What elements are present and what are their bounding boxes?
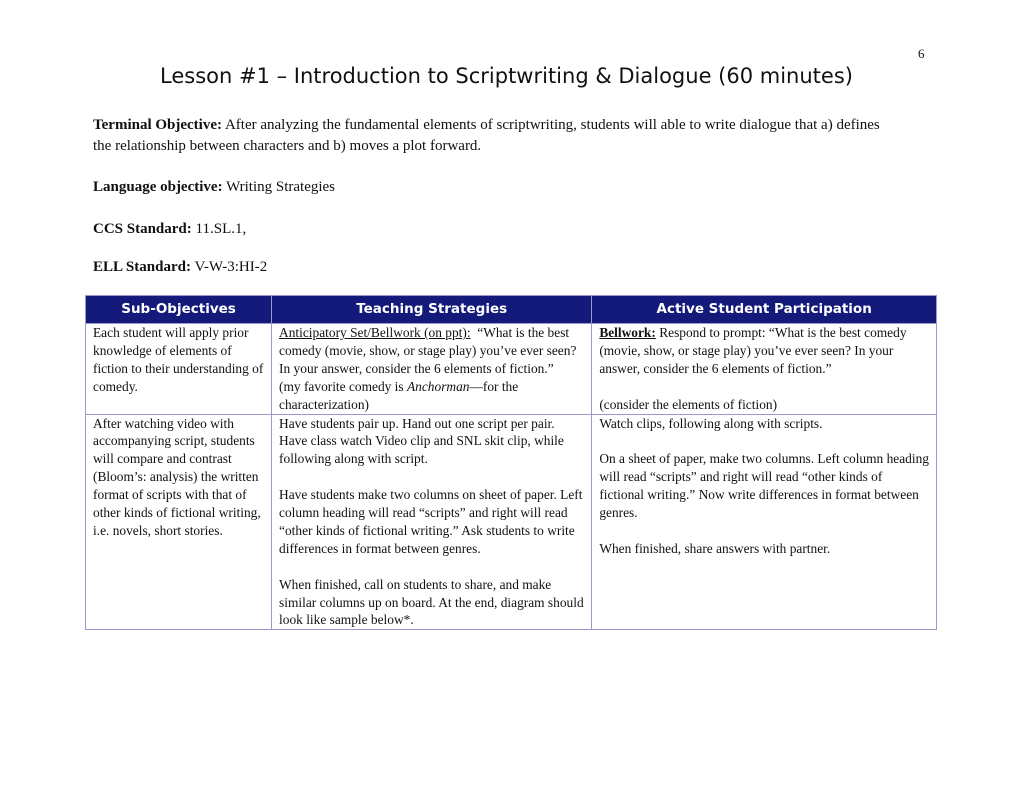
row2-sub-objective: After watching video with accompanying script, students will compare and contrast (Bloom’s: analysis) the written format of scripts with that of other kinds of fictional writing, i.e. novels, short stories. — [86, 414, 272, 630]
terminal-objective — [93, 115, 893, 157]
header-active-participation: Active Student Participation — [592, 296, 937, 324]
row2-teaching-p2: Have students make two columns on sheet of paper. Left column heading will read “scripts” and right will read “other kinds of fictional writing.” Ask students to write differences in format between genres. — [279, 487, 583, 556]
row2-teaching-strategy — [272, 414, 592, 630]
row1-teaching-text: “What is the best comedy (movie, show, or stage play) you’ve ever seen? In your answer, consider the 6 elements of fiction.” — [279, 325, 577, 376]
page-number: 6 — [918, 46, 925, 61]
language-objective-label: Language objective: — [93, 179, 223, 195]
language-objective — [93, 177, 335, 198]
row1-sub-objective: Each student will apply prior knowledge of elements of fiction to their understanding of comedy. — [86, 324, 272, 415]
ell-standard — [93, 257, 267, 278]
row1-teaching-heading: Anticipatory Set/Bellwork (on ppt): — [279, 325, 471, 340]
row2-active-participation — [592, 414, 937, 630]
row2-active-p3: When finished, share answers with partner. — [599, 540, 831, 556]
row1-active-participation — [592, 324, 937, 415]
terminal-objective-text: After analyzing the fundamental elements of scriptwriting, students will able to write dialogue that a) defines the relationship between characters and b) moves a plot forward. — [93, 117, 880, 154]
ccs-standard-label: CCS Standard: — [93, 221, 192, 237]
row1-teaching-note-italic: Anchorman — [406, 378, 470, 394]
table-row — [86, 324, 937, 415]
row2-teaching-p3: When finished, call on students to share, and make similar columns up on board. At the end, diagram should look like sample below*. — [279, 576, 584, 628]
row1-teaching-strategy — [272, 324, 592, 415]
row2-active-p1: Watch clips, following along with scripts. — [599, 415, 823, 431]
row1-active-label: Bellwork: — [599, 325, 656, 340]
language-objective-text: Writing Strategies — [226, 179, 336, 195]
lesson-table — [85, 295, 937, 630]
header-teaching-strategies: Teaching Strategies — [272, 296, 592, 324]
ccs-standard-text: 11.SL.1, — [195, 221, 247, 237]
ccs-standard — [93, 219, 246, 240]
table-row — [86, 414, 937, 630]
ell-standard-text: V-W-3:HI-2 — [194, 259, 268, 275]
row2-active-p2: On a sheet of paper, make two columns. Left column heading will read “scripts” and right will read “other kinds of fictional writing.” Now write differences in format between genres. — [599, 451, 929, 521]
terminal-objective-label: Terminal Objective: — [93, 117, 223, 133]
table-header-row — [86, 296, 937, 324]
row1-teaching-note-pre: (my favorite comedy is — [279, 378, 404, 394]
lesson-title: Lesson #1 – Introduction to Scriptwriting & Dialogue (60 minutes) — [160, 64, 853, 88]
row1-active-note: (consider the elements of fiction) — [599, 396, 778, 412]
row1-teaching-note-post: —for the characterization) — [279, 378, 519, 412]
row1-active-text: Respond to prompt: “What is the best comedy (movie, show, or stage play) you’ve ever seen? In your answer, consider the 6 elements of fiction.” — [599, 325, 907, 376]
row2-teaching-p1: Have students pair up. Hand out one script per pair. Have class watch Video clip and SNL skit clip, while following along with script. — [279, 415, 564, 467]
header-sub-objectives: Sub-Objectives — [86, 296, 272, 324]
ell-standard-label: ELL Standard: — [93, 259, 191, 275]
